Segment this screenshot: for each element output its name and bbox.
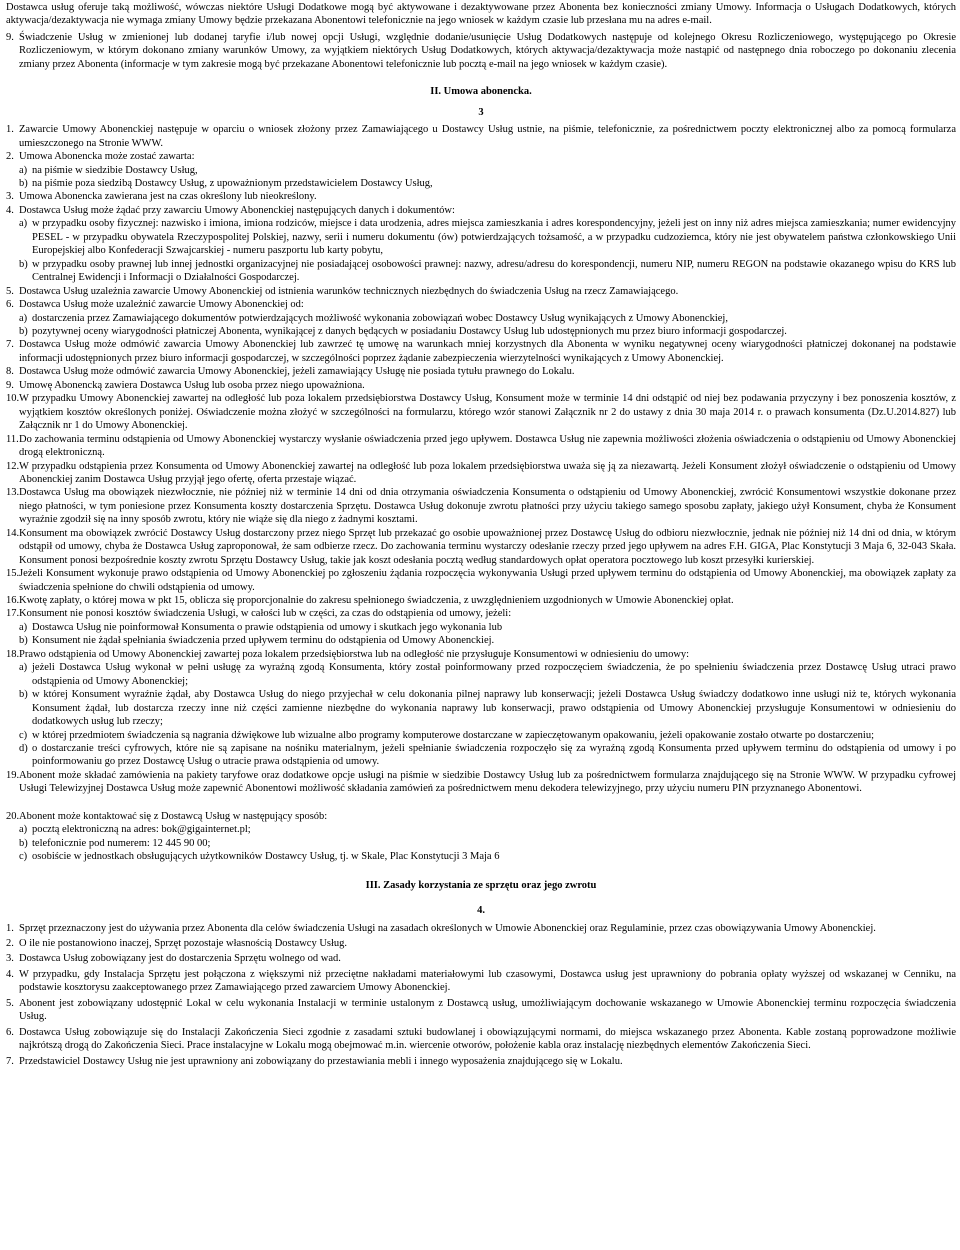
- item-number: 2.: [6, 938, 14, 949]
- item-text: Dostawca Usług może odmówić zawarcia Umowy Abonenckiej lub zawrzeć tę umowę na warunkach mniej korzystnych dla Abonenta w wyniku negatywnej oceny wiarygodności płatniczej dokonanej na podstawie informacji udostępnionych przez biuro informacji gospodarczej, w szczególności poprzez żądanie zabezpieczenia wierzytelności wynikających z Umowy Abonenckiej.: [19, 339, 956, 364]
- item-text: W przypadku Umowy Abonenckiej zawartej na odległość lub poza lokalem przedsiębiorstwa Dostawcy Usług, Konsument może w terminie 14 dni odstąpić od niej bez podawania przyczyny i bez ponoszenia kosztów, z wyjątkiem kosztów określonych poniżej. Oświadczenie można złożyć w szczególności na formularzu, którego wzór stanowi Załącznik nr 2 do ustawy z dnia 30 maja 2014 r. o prawach konsumenta (Dz.U.2014.827) lub Załącznik nr 1 do Umowy Abonenckiej.: [19, 393, 956, 432]
- list-item: [6, 527, 956, 567]
- sub-item-letter: a): [19, 312, 28, 324]
- item-text: Kwotę zapłaty, o której mowa w pkt 15, oblicza się proporcjonalnie do zakresu spełnionego świadczenia, z uwzględnieniem uzgodnionych w Umowie Abonenckiej opłat.: [19, 595, 734, 607]
- sub-item-letter: a): [19, 662, 28, 674]
- list-item: [6, 433, 956, 460]
- sub-item: [6, 217, 956, 257]
- item-number: 1.: [6, 124, 14, 136]
- sub-item-text: na piśmie w siedzibie Dostawcy Usług,: [32, 164, 198, 176]
- list-item: [6, 937, 956, 950]
- sub-item-letter: a): [19, 824, 28, 836]
- item-number: 9.: [6, 31, 14, 43]
- sub-item: [6, 621, 956, 634]
- list-item: [6, 1055, 956, 1068]
- document-page: [6, 0, 956, 1068]
- section-3-items: [6, 922, 956, 1069]
- sub-item: [6, 850, 956, 863]
- item-text: Świadczenie Usług w zmienionej lub dodanej taryfie i/lub nowej opcji Usługi, względnie dodanie/usunięcie Usług Dodatkowych następuje od kolejnego Okresu Rozliczeniowego, występującego po Okresie Rozliczeniowym, w którym dokonano zmiany warunków Umowy, za wyjątkiem niektórych Usług Dodatkowych, których aktywacja/dezaktywacja może nastąpić od następnego dnia roboczego po dokonaniu zlecenia zmiany przez Abonenta (informacje w tym zakresie mogą być przekazane Abonentowi telefonicznie lub pocztą e-mail na jego wniosek w każdym czasie).: [19, 31, 956, 70]
- list-item: [6, 567, 956, 594]
- sub-item-letter: c): [19, 729, 28, 741]
- item-text: Konsument nie ponosi kosztów świadczenia Usługi, w całości lub w części, za czas do odstąpienia od umowy, jeżeli:: [19, 608, 512, 620]
- list-item: [6, 204, 956, 217]
- sub-item-letter: d): [19, 743, 28, 755]
- item-text: Abonent może składać zamówienia na pakiety taryfowe oraz dodatkowe opcje usługi na piśmie w siedzibie Dostawcy Usług lub za pośrednictwem formularza znajdującego się na Stronie WWW. W przypadku cyfrowej Usługi Telewizyjnej Dostawca Usług może zapewnić Abonentowi możliwość składania zamówień za pośrednictwem menu dekodera telewizyjnego, przy użyciu numeru PIN przyznanego Abonentowi.: [19, 769, 956, 795]
- list-item: [6, 648, 956, 661]
- item-number: 5.: [6, 997, 14, 1009]
- list-item: [6, 190, 956, 203]
- sub-item-text: Dostawca Usług nie poinformował Konsumenta o prawie odstąpienia od umowy i skutkach jego wykonania lub: [32, 621, 503, 633]
- item-text: Dostawca Usług może odmówić zawarcia Umowy Abonenckiej, jeżeli zamawiający Usługę nie posiada tytułu prawnego do Lokalu.: [19, 366, 575, 378]
- list-item: [6, 769, 956, 796]
- list-item: [6, 285, 956, 298]
- list-item: [6, 150, 956, 163]
- item-number: 3.: [6, 953, 14, 965]
- item-text: Prawo odstąpienia od Umowy Abonenckiej zawartej poza lokalem przedsiębiorstwa lub na odległość nie przysługuje Konsumentowi w odniesieniu do umowy:: [19, 648, 690, 660]
- item-number: 17.: [6, 608, 20, 620]
- item-number: 8.: [6, 366, 14, 378]
- list-item: [6, 298, 956, 311]
- item-number: 4.: [6, 204, 14, 216]
- item-text: Dostawca Usług zobowiązuje się do Instalacji Zakończenia Sieci zgodnie z zasadami sztuki budowlanej i obowiązującymi normami, do miejsca wskazanego przez Abonenta. Kable zostaną poprowadzone możliwie najkrótszą drogą do Zakończenia Sieci. Prace instalacyjne w Lokalu mogą obejmować m.in. wiercenie otworów, położenie kabla oraz instalację niezbędnych elementów Zakończenia Sieci.: [19, 1026, 956, 1052]
- item-text: Umowę Abonencką zawiera Dostawca Usług lub osoba przez niego upoważniona.: [19, 379, 365, 391]
- item-number: 9.: [6, 379, 14, 391]
- intro-paragraph: Dostawca usług oferuje taką możliwość, wówczas niektóre Usługi Dodatkowe mogą być aktywowane i dezaktywowane przez Abonenta bez konieczności zmiany Umowy. Informacja o Usługach Dodatkowych, których aktywacja/dezaktywacja nie wymaga zmiany Umowy będzie przekazana Abonentowi telefonicznie na jego wniosek w każdym czasie lub przesłana mu na adres e-mail.: [6, 2, 956, 27]
- sub-item-text: Konsument nie żądał spełniania świadczenia przed upływem terminu do odstąpienia od Umowy Abonenckiej.: [32, 635, 495, 647]
- item-text: Jeżeli Konsument wykonuje prawo odstąpienia od Umowy Abonenckiej po zgłoszeniu żądania rozpoczęcia wykonywania Usługi przed upływem terminu do odstąpienia od Umowy Abonenckiej, ma obowiązek zapłaty za świadczenia spełnione do chwili odstąpienia od umowy.: [19, 568, 956, 593]
- sub-item-text: w której przedmiotem świadczenia są nagrania dźwiękowe lub wizualne albo programy komputerowe dostarczane w zapieczętowanym opakowaniu, jeżeli opakowanie zostało otwarte po dostarczeniu;: [32, 729, 875, 741]
- section-2-items: [6, 123, 956, 863]
- sub-item: [6, 661, 956, 688]
- item-number: 18.: [6, 648, 20, 660]
- item-number: 5.: [6, 285, 14, 297]
- list-item: [6, 123, 956, 150]
- item-number: 2.: [6, 151, 14, 163]
- sub-item-text: pocztą elektroniczną na adres: bok@gigainternet.pl;: [32, 824, 251, 836]
- item-text: Abonent może kontaktować się z Dostawcą Usług w następujący sposób:: [19, 810, 328, 822]
- sub-item-letter: b): [19, 837, 28, 849]
- sub-item-text: na piśmie poza siedzibą Dostawcy Usług, z upoważnionym przedstawicielem Dostawcy Usług,: [32, 177, 433, 189]
- item-number: 7.: [6, 339, 14, 351]
- section-2-title: II. Umowa abonencka.: [430, 86, 532, 98]
- sub-item-letter: a): [19, 218, 28, 230]
- item-number: 3.: [6, 191, 14, 203]
- list-item: [6, 952, 956, 965]
- item-text: Zawarcie Umowy Abonenckiej następuje w oparciu o wniosek złożony przez Zamawiającego u Dostawcy Usług ustnie, na piśmie, telefonicznie, za pośrednictwem poczty elektronicznej albo za pomocą formularza umieszczonego na Stronie WWW.: [19, 124, 956, 149]
- item-text: Konsument ma obowiązek zwrócić Dostawcy Usług dostarczony przez niego Sprzęt lub przekazać go osobie upoważnionej przez Dostawcę Usług do odbioru niezwłocznie, jednak nie później niż 14 dni od dnia, w którym odstąpił od umowy, chyba że Dostawca Usług zaproponował, że sam odbierze rzecz. Do zachowania terminu wystarczy odesłanie rzeczy przed jego upływem na adres F.H. GIGA, Plac Konstytucji 3 Maja 6, 32-043 Skała. Konsument ponosi bezpośrednie koszty zwrotu Sprzętu Dostawcy Usług, takie jak koszt odesłania pocztą według standardowych opłat operatora pocztowego lub koszt przesyłki kurierskiej.: [19, 527, 956, 566]
- item-text: Umowa Abonencka zawierana jest na czas określony lub nieokreślony.: [19, 191, 317, 203]
- list-item: [6, 338, 956, 365]
- sub-item-letter: b): [19, 177, 28, 189]
- item-text: Dostawca Usług może żądać przy zawarciu Umowy Abonenckiej następujących danych i dokumentów:: [19, 204, 455, 216]
- sub-item: [6, 837, 956, 850]
- list-item: [6, 379, 956, 392]
- sub-item-text: o dostarczanie treści cyfrowych, które nie są zapisane na nośniku materialnym, jeżeli spełnianie świadczenia rozpoczęło się za wyraźną zgodą Konsumenta przed upływem terminu do odstąpienia od umowy i po poinformowaniu go przez Dostawcę Usług o utracie prawa odstąpienia od umowy.: [32, 743, 956, 768]
- sub-item: [6, 164, 956, 177]
- sub-item-letter: a): [19, 621, 28, 633]
- item-text: W przypadku, gdy Instalacja Sprzętu jest połączona z większymi niż przeciętne nakładami materiałowymi lub czasowymi, Dostawca usług jest uprawniony do pobrania opłaty wyższej od wskazanej w Cenniku, na podstawie kosztorysu zaakceptowanego przez Zamawiającego przed zawarciem Umowy Abonenckiej.: [19, 968, 956, 994]
- item-text: Umowa Abonencka może zostać zawarta:: [19, 151, 195, 163]
- list-item: [6, 486, 956, 526]
- list-item: [6, 460, 956, 487]
- sub-item: [6, 742, 956, 769]
- item-text: Dostawca Usług może uzależnić zawarcie Umowy Abonenckiej od:: [19, 299, 304, 311]
- sub-item-text: telefonicznie pod numerem: 12 445 90 00;: [32, 837, 211, 849]
- sub-item-text: w przypadku osoby fizycznej: nazwisko i imiona, imiona rodziców, miejsce i data urodzenia, adres miejsca zamieszkania i adres korespondencyjny, jeżeli jest on inny niż adres miejsca zamieszkania; numer ewidencyjny PESEL - w przypadku obywatela Rzeczypospolitej Polskiej, nazwy, serii i numeru dokumentu (ów) potwierdzających tożsamość, a w przypadku cudzoziemca, który nie jest obywatelem państwa członkowskiego Unii Europejskiej albo Konfederacji Szwajcarskiej - numeru paszportu lub karty pobytu,: [32, 218, 956, 257]
- list-item: [6, 997, 956, 1024]
- sub-item: [6, 634, 956, 647]
- sub-item: [6, 729, 956, 742]
- sub-item-letter: b): [19, 689, 28, 701]
- sub-item: [6, 177, 956, 190]
- sub-item: [6, 823, 956, 836]
- item-number: 7.: [6, 1055, 14, 1067]
- item-text: Przedstawiciel Dostawcy Usług nie jest uprawniony ani zobowiązany do przestawiania mebli i innego wyposażenia znajdującego się w Lokalu.: [19, 1055, 623, 1067]
- item-number: 20.: [6, 810, 20, 822]
- list-item: [6, 922, 956, 935]
- sub-item-letter: b): [19, 258, 28, 270]
- item-number: 12.: [6, 460, 20, 472]
- sub-item-text: dostarczenia przez Zamawiającego dokumentów potwierdzających możliwość wykonania zobowiązań wobec Dostawcy Usług wynikających z Umowy Abonenckiej,: [32, 312, 728, 324]
- item-text: Dostawca Usług uzależnia zawarcie Umowy Abonenckiej od istnienia warunków technicznych niezbędnych do świadczenia Usług na rzecz Zamawiającego.: [19, 285, 679, 297]
- item-number: 16.: [6, 595, 20, 607]
- sub-item: [6, 312, 956, 325]
- sub-item-letter: c): [19, 851, 28, 863]
- item-number: 13.: [6, 487, 20, 499]
- item-number: 11.: [6, 433, 19, 445]
- sub-item-text: w której Konsument wyraźnie żądał, aby Dostawca Usług do niego przyjechał w celu dokonania pilnej naprawy lub konserwacji; jeżeli Dostawca Usług świadczy dodatkowo inne usługi niż te, których wykonania Konsument żądał, lub dostarcza rzeczy inne niż części zamienne niezbędne do wykonania naprawy lub konserwacji, prawo odstąpienia od Umowy Abonenckiej przysługuje Konsumentowi w odniesieniu do dodatkowych usług lub rzeczy;: [32, 689, 956, 728]
- item-text: Sprzęt przeznaczony jest do używania przez Abonenta dla celów świadczenia Usługi na zasadach określonych w Umowie Abonenckiej oraz Regulaminie, przez czas obowiązywania Umowy Abonenckiej.: [19, 922, 876, 934]
- list-item: [6, 365, 956, 378]
- item-number: 14.: [6, 527, 20, 539]
- sub-item-letter: b): [19, 325, 28, 337]
- item-text: Do zachowania terminu odstąpienia od Umowy Abonenckiej wystarczy wysłanie oświadczenia przed jego upływem. Dostawca Usług nie zapewnia możliwości złożenia oświadczenia o odstąpieniu od Umowy Abonenckiej drogą elektroniczną.: [19, 433, 956, 459]
- item-number: 15.: [6, 568, 20, 580]
- sub-item: [6, 688, 956, 728]
- intro-item-9: [6, 31, 956, 71]
- item-text: Dostawca Usług zobowiązany jest do dostarczenia Sprzętu wolnego od wad.: [19, 953, 341, 965]
- section-2-paragraph-number: 3: [478, 106, 484, 118]
- item-number: 1.: [6, 922, 14, 934]
- list-item: [6, 810, 956, 823]
- list-item: [6, 607, 956, 620]
- item-text: O ile nie postanowiono inaczej, Sprzęt pozostaje własnością Dostawcy Usług.: [19, 938, 348, 949]
- list-item: [6, 1026, 956, 1053]
- sub-item: [6, 325, 956, 338]
- item-number: 6.: [6, 299, 14, 311]
- item-number: 19.: [6, 769, 20, 781]
- sub-item-text: jeżeli Dostawca Usług wykonał w pełni usługę za wyraźną zgodą Konsumenta, który został poinformowany przed rozpoczęciem świadczenia, że po spełnieniu świadczenia przez Dostawcę Usług utraci prawo odstąpienia od Umowy Abonenckiej;: [32, 662, 956, 687]
- section-3-paragraph-number: 4.: [477, 905, 485, 917]
- item-number: 4.: [6, 968, 14, 980]
- section-3-title: III. Zasady korzystania ze sprzętu oraz jego zwrotu: [365, 879, 597, 891]
- list-item: [6, 392, 956, 432]
- sub-item-letter: a): [19, 164, 28, 176]
- list-item: [6, 968, 956, 995]
- item-number: 6.: [6, 1026, 14, 1038]
- sub-item-text: osobiście w jednostkach obsługujących użytkowników Dostawcy Usług, tj. w Skale, Plac Konstytucji 3 Maja 6: [32, 851, 500, 863]
- item-text: Dostawca Usług ma obowiązek niezwłocznie, nie później niż w terminie 14 dni od dnia otrzymania oświadczenia Konsumenta o odstąpieniu od Umowy Abonenckiej, zwrócić Konsumentowi wszystkie dokonane przez niego płatności, w tym poniesione przez Konsumenta koszty dostarczenia Sprzętu. Dostawca Usług dokonuje zwrotu płatności przy użyciu takiego samego sposobu zapłaty, jakiego użył Konsument, chyba że Konsument wyraźnie zgodził się na inny sposób zwrotu, który nie wiąże się dla niego z żadnymi kosztami.: [19, 487, 956, 526]
- sub-item: [6, 258, 956, 285]
- sub-item-text: w przypadku osoby prawnej lub innej jednostki organizacyjnej nie posiadającej osobowości prawnej: nazwy, adresu/adresu do korespondencji, numeru NIP, numeru REGON na podstawie okazanego wpisu do KRS lub Centralnej Ewidencji i Informacji o Działalności Gospodarczej.: [32, 258, 956, 284]
- sub-item-text: pozytywnej oceny wiarygodności płatniczej Abonenta, wynikającej z danych będących w posiadaniu Dostawcy Usług lub udostępnionych mu przez biuro informacji gospodarczej.: [32, 325, 787, 337]
- item-text: W przypadku odstąpienia przez Konsumenta od Umowy Abonenckiej zawartej na odległość lub poza lokalem przedsiębiorstwa uważa się ją za niezawartą. Jeżeli Konsument złożył oświadczenie o odstąpieniu od Umowy Abonenckiej zanim Dostawca Usług przyjął jego ofertę, oferta przestaje wiązać.: [19, 460, 956, 485]
- sub-item-letter: b): [19, 635, 28, 647]
- item-number: 10.: [6, 393, 20, 405]
- list-item: [6, 594, 956, 607]
- item-text: Abonent jest zobowiązany udostępnić Lokal w celu wykonania Instalacji w terminie ustalonym z Dostawcą usług, umożliwiającym dochowanie wskazanego w Umowie Abonenckiej terminu rozpoczęcia świadczenia Usług.: [19, 997, 956, 1023]
